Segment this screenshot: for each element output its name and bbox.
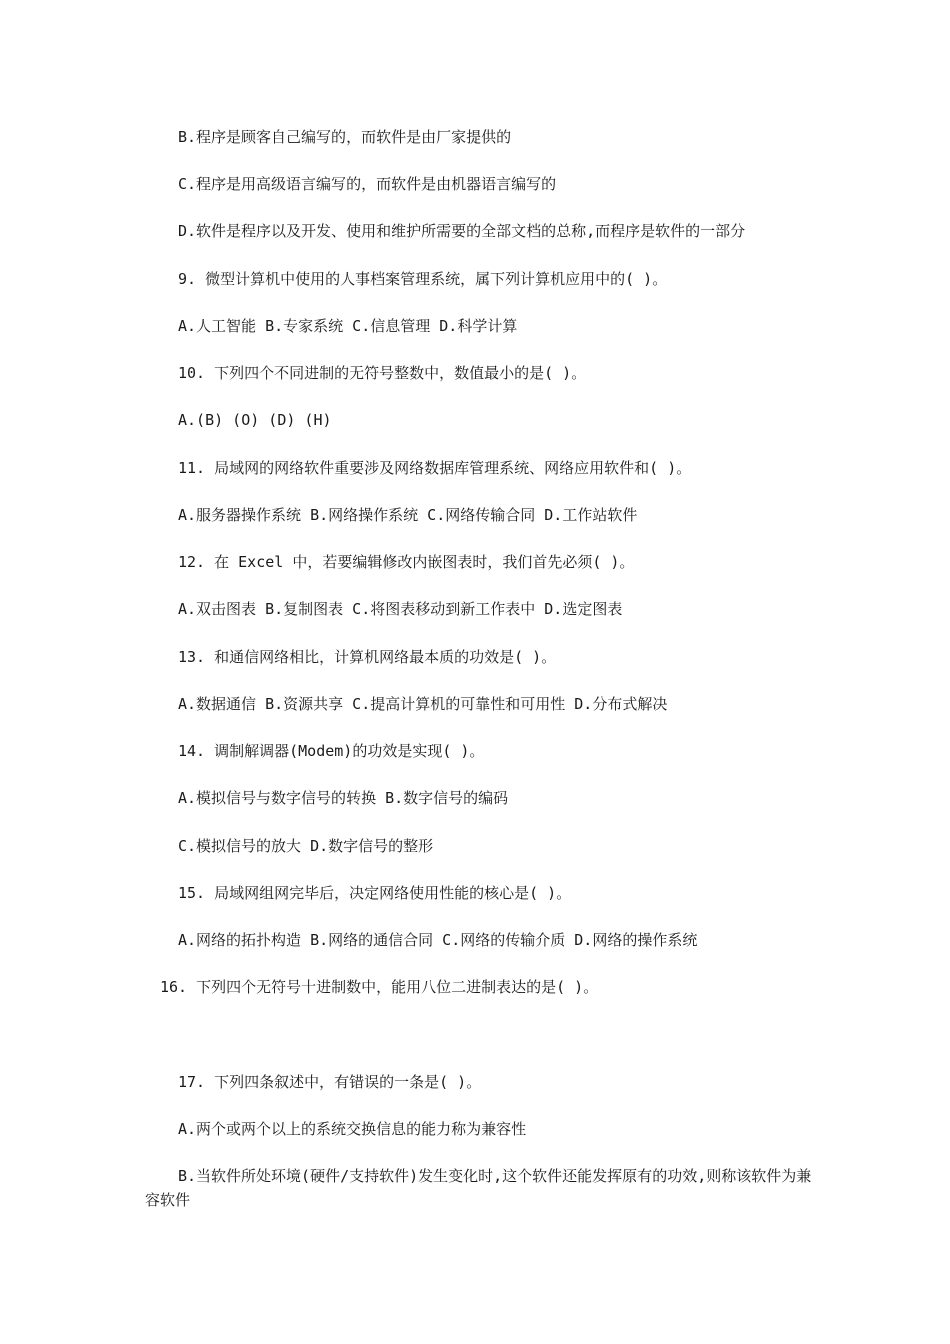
question-line: 17. 下列四条叙述中，有错误的一条是( )。 (178, 1073, 482, 1091)
option-line: A.(B) (O) (D) (H) (178, 411, 332, 429)
option-line: A.网络的拓扑构造 B.网络的通信合同 C.网络的传输介质 D.网络的操作系统 (178, 931, 698, 949)
question-line: 15. 局域网组网完毕后，决定网络使用性能的核心是( )。 (178, 884, 572, 902)
option-line: A.服务器操作系统 B.网络操作系统 C.网络传输合同 D.工作站软件 (178, 506, 638, 524)
option-line: A.数据通信 B.资源共享 C.提高计算机的可靠性和可用性 D.分布式解决 (178, 695, 668, 713)
question-line: 9. 微型计算机中使用的人事档案管理系统，属下列计算机应用中的( )。 (178, 270, 668, 288)
question-line: 14. 调制解调器(Modem)的功效是实现( )。 (178, 742, 485, 760)
question-line: 13. 和通信网络相比，计算机网络最本质的功效是( )。 (178, 648, 557, 666)
option-line: C.程序是用高级语言编写的，而软件是由机器语言编写的 (178, 175, 557, 193)
option-paragraph: B.当软件所处环境(硬件/支持软件)发生变化时,这个软件还能发挥原有的功效,则称该软件为兼容软件 (145, 1167, 812, 1209)
question-line: 12. 在 Excel 中，若要编辑修改内嵌图表时，我们首先必须( )。 (178, 553, 635, 571)
question-line: 16. 下列四个无符号十进制数中，能用八位二进制表达的是( )。 (160, 978, 599, 996)
option-line: C.模拟信号的放大 D.数字信号的整形 (178, 837, 434, 855)
option-line: A.模拟信号与数字信号的转换 B.数字信号的编码 (178, 789, 509, 807)
option-line: A.两个或两个以上的系统交换信息的能力称为兼容性 (178, 1120, 527, 1138)
option-line: A.双击图表 B.复制图表 C.将图表移动到新工作表中 D.选定图表 (178, 600, 623, 618)
option-line: A.人工智能 B.专家系统 C.信息管理 D.科学计算 (178, 317, 518, 335)
question-line: 10. 下列四个不同进制的无符号整数中，数值最小的是( )。 (178, 364, 587, 382)
option-line: D.软件是程序以及开发、使用和维护所需要的全部文档的总称,而程序是软件的一部分 (178, 222, 746, 240)
option-line: B.程序是顾客自己编写的，而软件是由厂家提供的 (178, 128, 512, 146)
question-line: 11. 局域网的网络软件重要涉及网络数据库管理系统、网络应用软件和( )。 (178, 459, 692, 477)
